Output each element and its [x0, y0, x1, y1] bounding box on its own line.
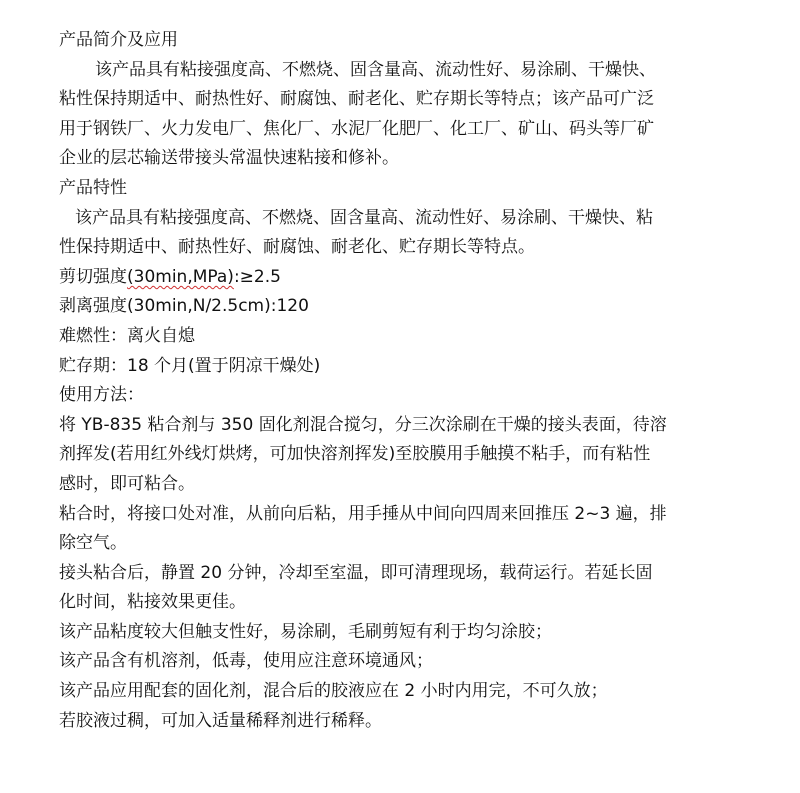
intro-line: 用于钢铁厂、火力发电厂、焦化厂、水泥厂化肥厂、化工厂、矿山、码头等厂矿 — [59, 118, 654, 139]
usage-line: 该产品粘度较大但触支性好，易涂刷，毛刷剪短有利于均匀涂胶； — [59, 621, 552, 642]
intro-line: 企业的层芯输送带接头常温快速粘接和修补。 — [59, 148, 399, 169]
usage-line: 该产品应用配套的固化剂，混合后的胶液应在 2 小时内用完，不可久放； — [59, 681, 608, 702]
usage-line: 将 YB-835 粘合剂与 350 固化剂混合搅匀，分三次涂刷在干燥的接头表面，待溶 — [59, 414, 667, 435]
usage-line: 剂挥发(若用红外线灯烘烤，可加快溶剂挥发)至胶膜用手触摸不粘手，而有粘性 — [59, 444, 651, 465]
section-heading-features: 产品特性 — [59, 177, 127, 198]
spec-storage-period: 贮存期：18 个月(置于阴凉干燥处) — [59, 355, 321, 376]
spec-shear-unit: (30min,MPa) — [127, 266, 234, 287]
intro-line: 该产品具有粘接强度高、不燃烧、固含量高、流动性好、易涂刷、干燥快、 — [95, 59, 656, 80]
spec-flame-resistance: 难燃性：离火自熄 — [59, 325, 195, 346]
usage-line: 若胶液过稠，可加入适量稀释剂进行稀释。 — [59, 710, 382, 731]
usage-line: 接头粘合后，静置 20 分钟，冷却至室温，即可清理现场，载荷运行。若延长固 — [59, 562, 653, 583]
features-line: 该产品具有粘接强度高、不燃烧、固含量高、流动性好、易涂刷、干燥快、粘 — [75, 207, 653, 228]
usage-line: 感时，即可粘合。 — [59, 473, 195, 494]
document-body — [59, 26, 749, 736]
usage-line: 该产品含有机溶剂，低毒，使用应注意环境通风； — [59, 651, 433, 672]
features-line: 性保持期适中、耐热性好、耐腐蚀、耐老化、贮存期长等特点。 — [59, 237, 535, 258]
spec-shear-strength — [59, 263, 749, 293]
usage-line: 除空气。 — [59, 533, 127, 554]
section-heading-intro: 产品简介及应用 — [59, 30, 178, 50]
spec-shear-label: 剪切强度 — [59, 266, 127, 287]
spec-shear-value: :≥2.5 — [233, 266, 281, 287]
intro-line: 粘性保持期适中、耐热性好、耐腐蚀、耐老化、贮存期长等特点；该产品可广泛 — [59, 89, 654, 110]
usage-line: 粘合时，将接口处对准，从前向后粘，用手捶从中间向四周来回推压 2~3 遍，排 — [59, 503, 667, 524]
usage-line: 化时间，粘接效果更佳。 — [59, 592, 246, 613]
spec-peel-strength: 剥离强度(30min,N/2.5cm):120 — [59, 296, 309, 317]
section-heading-usage: 使用方法： — [59, 385, 144, 406]
